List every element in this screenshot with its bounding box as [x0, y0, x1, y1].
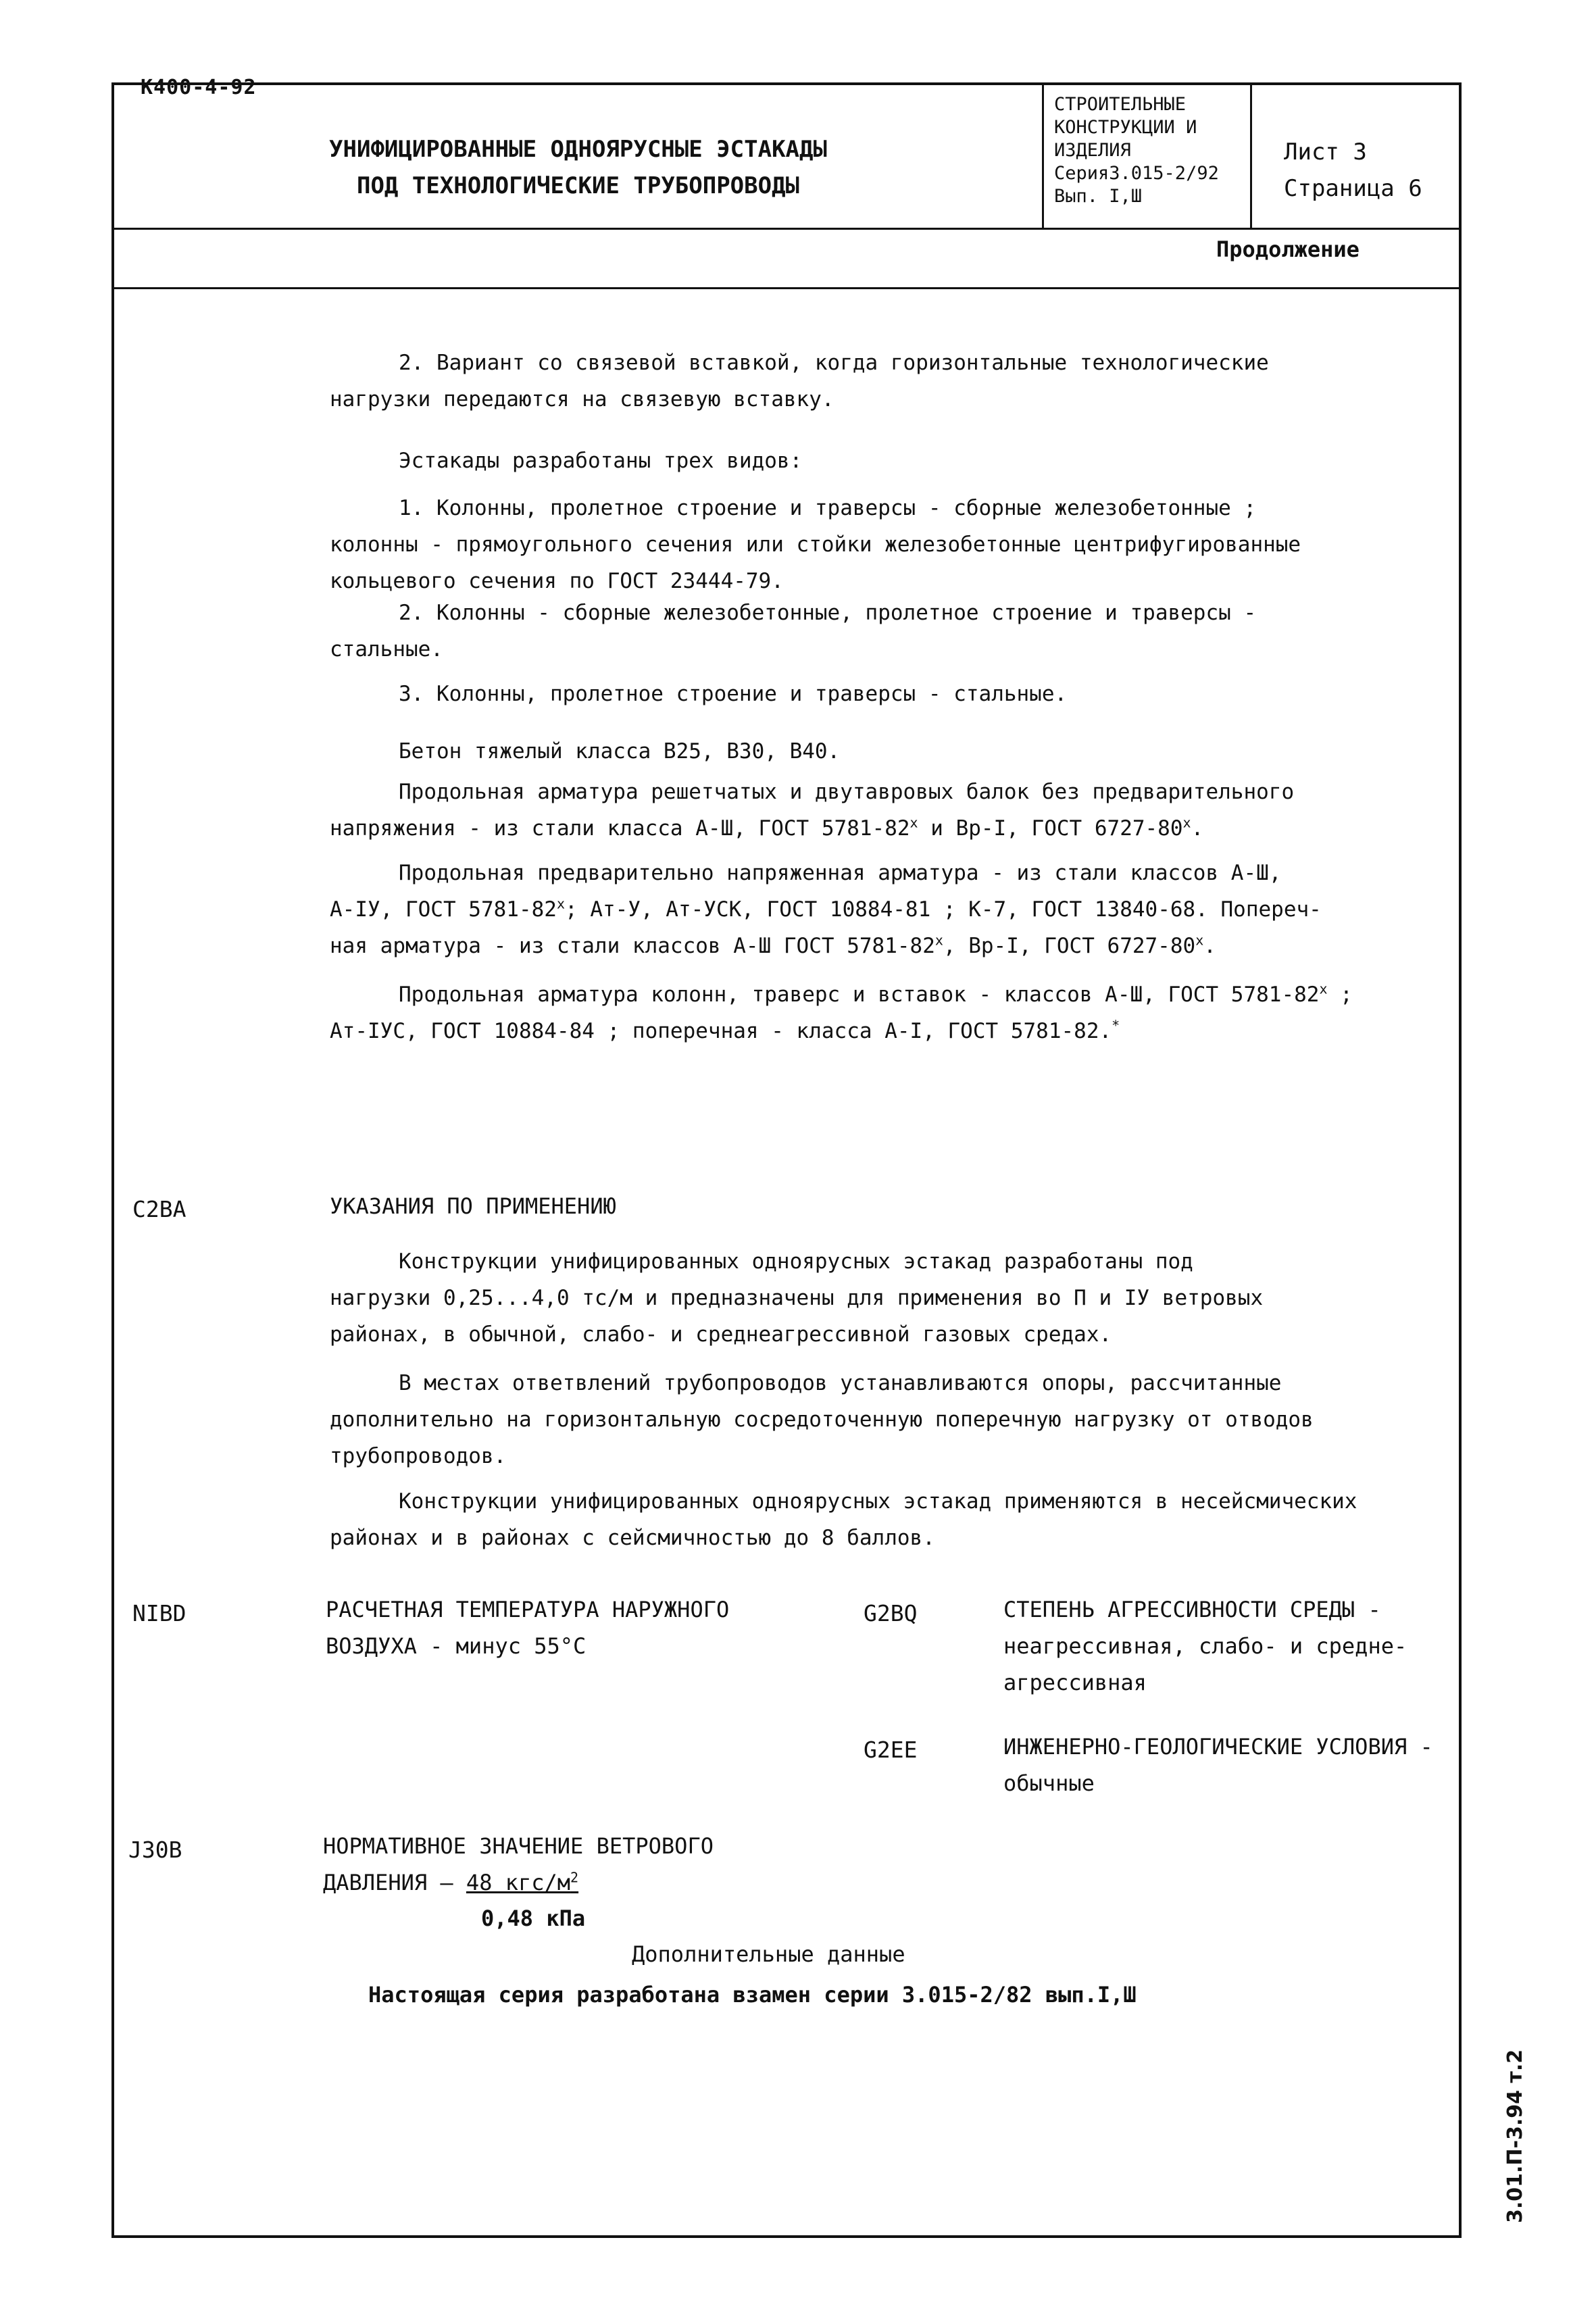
- text-fragment: Продольная арматура колонн, траверс и вставок - классов А-Ш, ГОСТ 5781-82: [399, 982, 1320, 1007]
- text-line: ная арматура - из стали классов А-Ш ГОСТ $5781-82^х$, Вр-I, ГОСТ $6727-80^х$.: [330, 932, 1216, 958]
- text-line: СТЕПЕНЬ АГРЕССИВНОСТИ СРЕДЫ -: [1003, 1597, 1381, 1622]
- text-fragment: Ат-IУС, ГОСТ 10884-84 ; поперечная - класса А-I, ГОСТ 5781-82.: [330, 1019, 1112, 1043]
- text-line: обычные: [1003, 1770, 1095, 1796]
- series-block: [1054, 93, 1219, 208]
- text-fragment: напряжения - из стали класса А-Ш, ГОСТ 5781-82: [330, 816, 910, 841]
- text-fragment: 48 кгс/м: [466, 1870, 571, 1895]
- text-line: Продольная предварительно напряженная арматура - из стали классов А-Ш,: [399, 861, 1282, 885]
- text-line: [326, 1628, 729, 1664]
- document-code: К400-4-92: [141, 76, 257, 99]
- geology-code: G2EE: [864, 1737, 918, 1763]
- superscript: х: [1319, 980, 1328, 997]
- text-fragment: ; Ат-У, Ат-УСК, ГОСТ 10884-81 ; К-7, ГОСТ 13840-68. Попереч-: [565, 897, 1322, 922]
- series-line: Вып. I,Ш: [1054, 186, 1143, 207]
- text-line: 1. Колонны, пролетное строение и траверсы - сборные железобетонные ;: [399, 496, 1257, 520]
- paragraph-type-3: [330, 676, 1424, 712]
- title-line-1: УНИФИЦИРОВАННЫЕ ОДНОЯРУСНЫЕ ЭСТАКАДЫ: [329, 136, 827, 163]
- text-line: неагрессивная, слабо- и средне-: [1003, 1633, 1407, 1659]
- text-line: Конструкции унифицированных одноярусных эстакад применяются в несейсмических: [399, 1489, 1357, 1514]
- usage-code: С2ВА: [132, 1196, 186, 1222]
- text-line: 2. Вариант со связевой вставкой, когда горизонтальные технологические: [399, 351, 1269, 375]
- superscript: *: [1112, 1017, 1120, 1034]
- paragraph-type-1: [330, 490, 1424, 599]
- document-title: [114, 131, 1042, 204]
- text-fragment: ;: [1327, 982, 1353, 1007]
- text-line: районах и в районах с сейсмичностью до 8 баллов.: [330, 1526, 935, 1550]
- usage-heading: УКАЗАНИЯ ПО ПРИМЕНЕНИЮ: [330, 1193, 616, 1219]
- paragraph-column-reinforcement: [330, 976, 1424, 1049]
- text-line: Бетон тяжелый класса В25, В30, В40.: [399, 739, 841, 764]
- additional-data-text: Настоящая серия разработана взамен серии 3.015-2/82 вып.I,Ш: [368, 1982, 1137, 2008]
- superscript: х: [556, 895, 565, 912]
- text-line: [323, 1864, 714, 1901]
- text-line: нагрузки передаются на связевую вставку.: [330, 387, 834, 412]
- aggressiveness-block: [1003, 1591, 1407, 1701]
- text-fragment: А-IУ, ГОСТ 5781-82: [330, 897, 557, 922]
- text-line: НОРМАТИВНОЕ ЗНАЧЕНИЕ ВЕТРОВОГО: [323, 1833, 714, 1859]
- wind-value-kpa: 0,48 кПа: [481, 1906, 586, 1931]
- title-line-2: ПОД ТЕХНОЛОГИЧЕСКИЕ ТРУБОПРОВОДЫ: [356, 172, 800, 199]
- paragraph-usage-seismic: [330, 1483, 1424, 1556]
- superscript: 2: [570, 1869, 579, 1886]
- text-line: Конструкции унифицированных одноярусных эстакад разработаны под: [399, 1249, 1193, 1274]
- wind-value-numerator: [466, 1870, 578, 1895]
- text-line: кольцевого сечения по ГОСТ 23444-79.: [330, 569, 784, 593]
- paragraph-variant-2: [330, 345, 1424, 418]
- text-fragment: , Вр-I, ГОСТ 6727-80: [943, 934, 1196, 958]
- text-line: агрессивная: [1003, 1670, 1147, 1695]
- header-divider: [111, 228, 1462, 230]
- additional-data-heading: Дополнительные данные: [632, 1941, 905, 1967]
- edge-stamp: 3.01.П-3.94 т.2: [1503, 2049, 1527, 2223]
- text-line: [330, 976, 1424, 1013]
- superscript: х: [1195, 932, 1204, 949]
- geology-block: [1003, 1728, 1433, 1801]
- text-line: В местах ответвлений трубопроводов устанавливаются опоры, рассчитанные: [399, 1371, 1282, 1395]
- text-line: [330, 891, 1424, 928]
- series-line: СТРОИТЕЛЬНЫЕ: [1054, 94, 1187, 115]
- series-line: ИЗДЕЛИЯ: [1054, 140, 1131, 161]
- text-line: 3. Колонны, пролетное строение и траверсы - стальные.: [399, 682, 1068, 706]
- paragraph-beam-reinforcement: [330, 774, 1424, 847]
- sheet-number: Лист 3: [1284, 139, 1367, 166]
- page-number: Страница 6: [1284, 175, 1422, 202]
- text-line: ИНЖЕНЕРНО-ГЕОЛОГИЧЕСКИЕ УСЛОВИЯ -: [1003, 1734, 1433, 1760]
- text-fragment: –: [427, 1870, 466, 1895]
- text-line: [330, 1013, 1424, 1049]
- header-col-divider-1: [1042, 82, 1044, 228]
- text-line: трубопроводов.: [330, 1444, 507, 1468]
- temperature-block: [326, 1591, 729, 1664]
- paragraph-usage-supports: [330, 1365, 1424, 1474]
- text-fragment: и Вр-I, ГОСТ 6727-80: [918, 816, 1183, 841]
- aggressiveness-code: G2BQ: [864, 1600, 918, 1626]
- text-fragment: ДАВЛЕНИЯ: [323, 1870, 428, 1895]
- superscript: х: [909, 814, 918, 831]
- series-line: КОНСТРУКЦИИ И: [1054, 117, 1197, 138]
- text-fragment: ВОЗДУХА - минус 55: [326, 1633, 560, 1659]
- header-col-divider-2: [1250, 82, 1252, 228]
- series-line: Серия3.015-2/92: [1054, 163, 1219, 184]
- text-fragment: °С: [559, 1633, 587, 1659]
- text-line: напряжения - из стали класса А-Ш, ГОСТ $5781-82^х$ и Вр-I, ГОСТ $6727-80^х$.: [330, 814, 1204, 841]
- paragraph-usage-loads: [330, 1243, 1424, 1353]
- text-line: РАСЧЕТНАЯ ТЕМПЕРАТУРА НАРУЖНОГО: [326, 1597, 730, 1622]
- superscript: х: [934, 932, 943, 949]
- superscript: х: [1182, 814, 1191, 831]
- text-line: дополнительно на горизонтальную сосредоточенную поперечную нагрузку от отводов: [330, 1408, 1314, 1432]
- temperature-code: NIBD: [132, 1600, 186, 1626]
- paragraph-concrete: [330, 733, 1424, 770]
- text-fragment: ная арматура - из стали классов А-Ш ГОСТ 5781-82: [330, 934, 935, 958]
- wind-block: [323, 1828, 714, 1901]
- wind-code: J30В: [128, 1837, 182, 1863]
- text-line: колонны - прямоугольного сечения или стойки железобетонные центрифугированные: [330, 532, 1301, 557]
- text-line: стальные.: [330, 637, 443, 662]
- paragraph-prestressed-reinforcement: [330, 855, 1424, 964]
- text-line: районах, в обычной, слабо- и среднеагрессивной газовых средах.: [330, 1322, 1112, 1347]
- header-bottom-divider: [111, 287, 1462, 289]
- paragraph-types-intro: [330, 443, 1424, 479]
- text-line: нагрузки 0,25...4,0 тс/м и предназначены для применения во П и IУ ветровых: [330, 1286, 1264, 1310]
- text-line: Продольная арматура решетчатых и двутавровых балок без предварительного: [399, 780, 1295, 804]
- paragraph-type-2: [330, 595, 1424, 668]
- continuation-label: Продолжение: [1216, 237, 1360, 262]
- sheet-info: [1284, 134, 1422, 207]
- text-line: Эстакады разработаны трех видов:: [399, 449, 803, 473]
- text-line: 2. Колонны - сборные железобетонные, пролетное строение и траверсы -: [399, 601, 1257, 625]
